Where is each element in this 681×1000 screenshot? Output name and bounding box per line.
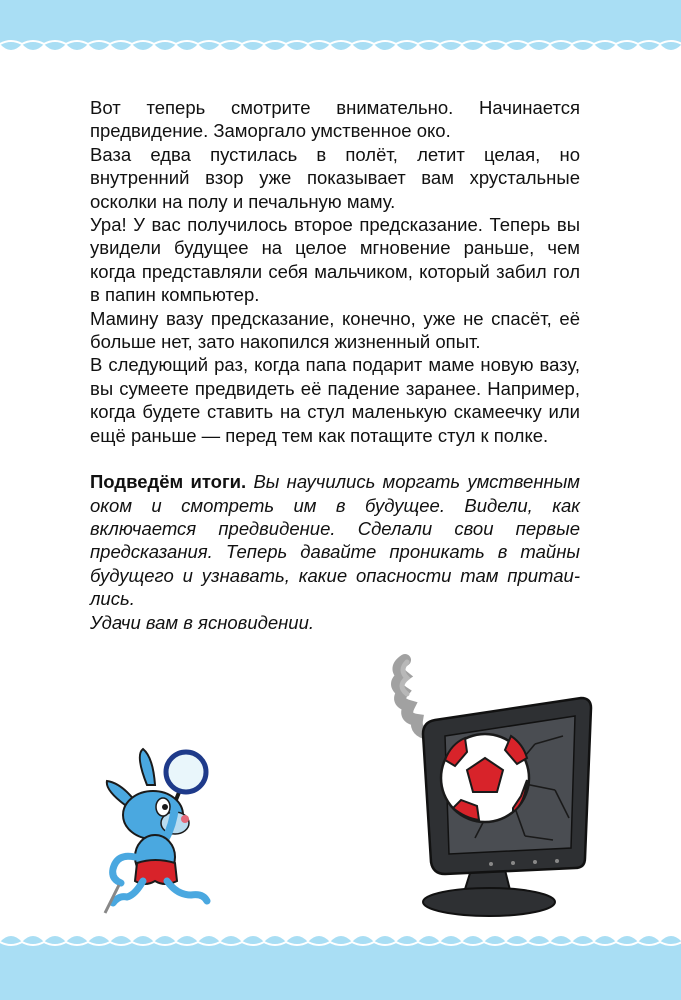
closing-text: Удачи вам в ясновидении. — [90, 611, 315, 633]
bunny-illustration — [95, 745, 235, 920]
broken-monitor-illustration — [385, 640, 605, 920]
page-text — [90, 96, 580, 634]
closing-line — [90, 611, 580, 634]
paragraph-1: Вот теперь смотрите внимательно. Начинается предвидение. Заморгало умственное око. — [90, 97, 580, 142]
paragraph-2: Ваза едва пустилась в полёт, летит целая, но внутренний взор уже показывает вам хрустальные осколки на полу и печальную маму. — [90, 143, 580, 212]
summary-lead: Подведём итоги. — [90, 471, 247, 493]
summary-text: Вы научились моргать умственным оком и смотреть им в будущее. Видели, как включается предвидение. Сделали свои первые предсказания. Теперь давайте проникать в тайны будущего и узнавать, какие опасности там притаились. — [90, 471, 580, 610]
paragraph-3: Ура! У вас получилось второе предсказание. Теперь вы увидели будущее на целое мгновение раньше, чем когда представляли себя мальчиком, который забил гол в папин компьютер. — [90, 214, 580, 306]
bottom-wave-band — [0, 920, 681, 1000]
paragraph-4: Мамину вазу предсказание, конечно, уже не спасёт, её больше нет, зато накопился жизненный опыт. — [90, 307, 580, 353]
top-wave-band — [0, 0, 681, 70]
summary-paragraph — [90, 470, 580, 610]
paragraph-5: В следующий раз, когда папа подарит маме новую вазу, вы сумеете предвидеть её падение заранее. Например, когда будете ставить на стул маленькую скамеечку или ещё раньше — перед тем как потащите стул к полке. — [90, 354, 580, 446]
